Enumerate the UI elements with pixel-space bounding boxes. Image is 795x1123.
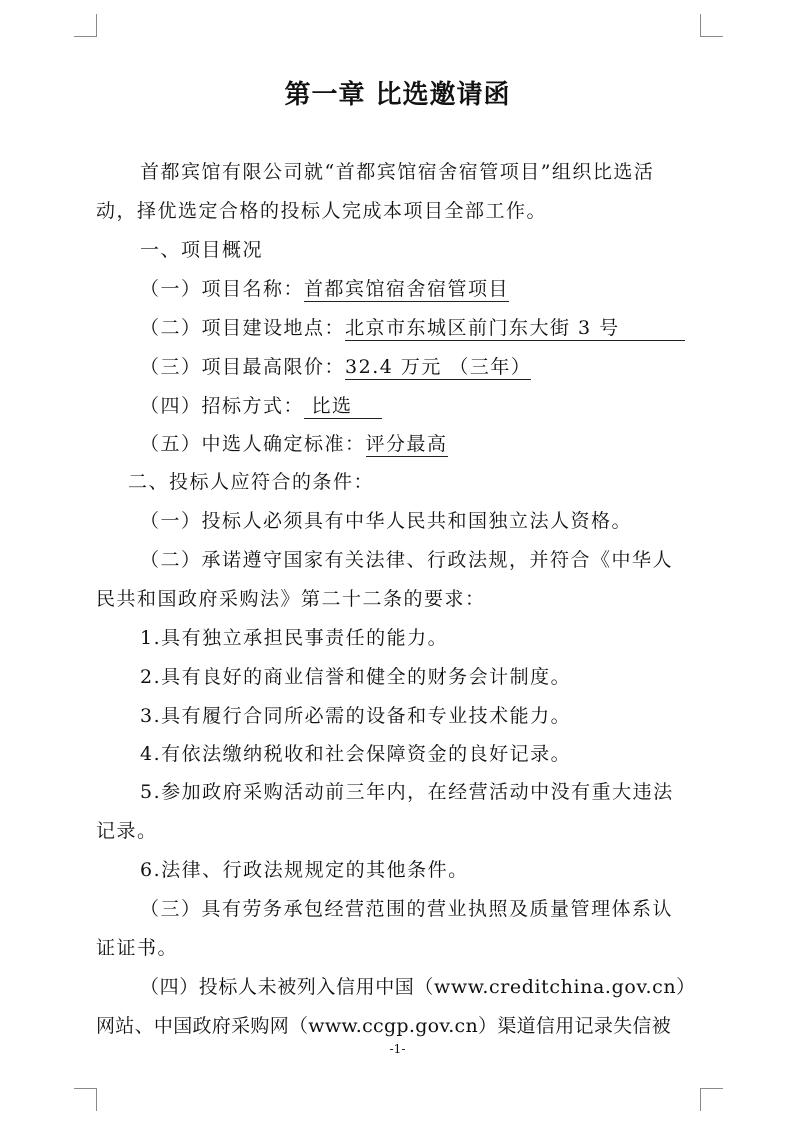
condition-3-line-2: 证证书。 — [96, 937, 179, 959]
tender-method-row — [140, 394, 382, 419]
requirement-2: 2.具有良好的商业信誉和健全的财务会计制度。 — [140, 666, 572, 688]
tender-method-label: （四）招标方式： — [140, 395, 305, 417]
requirement-5-line-1: 5.参加政府采购活动前三年内，在经营活动中没有重大违法 — [140, 781, 674, 803]
crop-mark-top-right — [700, 14, 723, 37]
crop-mark-bottom-left — [74, 1088, 97, 1111]
project-name-label: （一）项目名称： — [140, 278, 305, 300]
section2-heading: 二、投标人应符合的条件： — [128, 471, 375, 493]
intro-line-1: 首都宾馆有限公司就“首都宾馆宿舍宿管项目”组织比选活 — [140, 161, 655, 183]
crop-mark-bottom-right — [700, 1088, 723, 1111]
project-name-row — [140, 277, 509, 302]
intro-line-2: 动，择优选定合格的投标人完成本项目全部工作。 — [96, 200, 548, 222]
selection-standard-label: （五）中选人确定标准： — [140, 433, 366, 455]
condition-2-line-2: 民共和国政府采购法》第二十二条的要求： — [96, 588, 486, 610]
requirement-5-line-2: 记录。 — [96, 820, 158, 842]
project-location-row — [140, 316, 685, 341]
selection-standard-row — [140, 432, 448, 457]
requirement-1: 1.具有独立承担民事责任的能力。 — [140, 627, 449, 649]
condition-1: （一）投标人必须具有中华人民共和国独立法人资格。 — [140, 510, 633, 532]
price-limit-label: （三）项目最高限价： — [140, 356, 346, 378]
project-name-value: 首都宾馆宿舍宿管项目 — [304, 278, 510, 300]
tender-method-value: 比选 — [304, 394, 382, 419]
condition-3-line-1: （三）具有劳务承包经营范围的营业执照及质量管理体系认 — [140, 898, 674, 920]
document-title: 第一章 比选邀请函 — [284, 80, 511, 110]
selection-standard-value: 评分最高 — [365, 433, 448, 455]
crop-mark-top-left — [74, 14, 97, 37]
requirement-3: 3.具有履行合同所必需的设备和专业技术能力。 — [140, 705, 572, 727]
section1-heading: 一、项目概况 — [140, 239, 264, 261]
price-limit-row — [140, 355, 531, 380]
price-limit-value: 32.4 万元 （三年） — [345, 356, 532, 378]
condition-2-line-1: （二）承诺遵守国家有关法律、行政法规，并符合《中华人 — [140, 549, 674, 571]
project-location-value: 北京市东城区前门东大街 3 号 — [345, 316, 685, 341]
requirement-6: 6.法律、行政法规规定的其他条件。 — [140, 859, 469, 881]
project-location-label: （二）项目建设地点： — [140, 317, 346, 339]
requirement-4: 4.有依法缴纳税收和社会保障资金的良好记录。 — [140, 743, 572, 765]
condition-4-line-1: （四）投标人未被列入信用中国（www.creditchina.gov.cn） — [140, 976, 696, 998]
condition-4-line-2: 网站、中国政府采购网（www.ccgp.gov.cn）渠道信用记录失信被 — [96, 1015, 672, 1037]
page-number: -1- — [389, 1042, 406, 1056]
